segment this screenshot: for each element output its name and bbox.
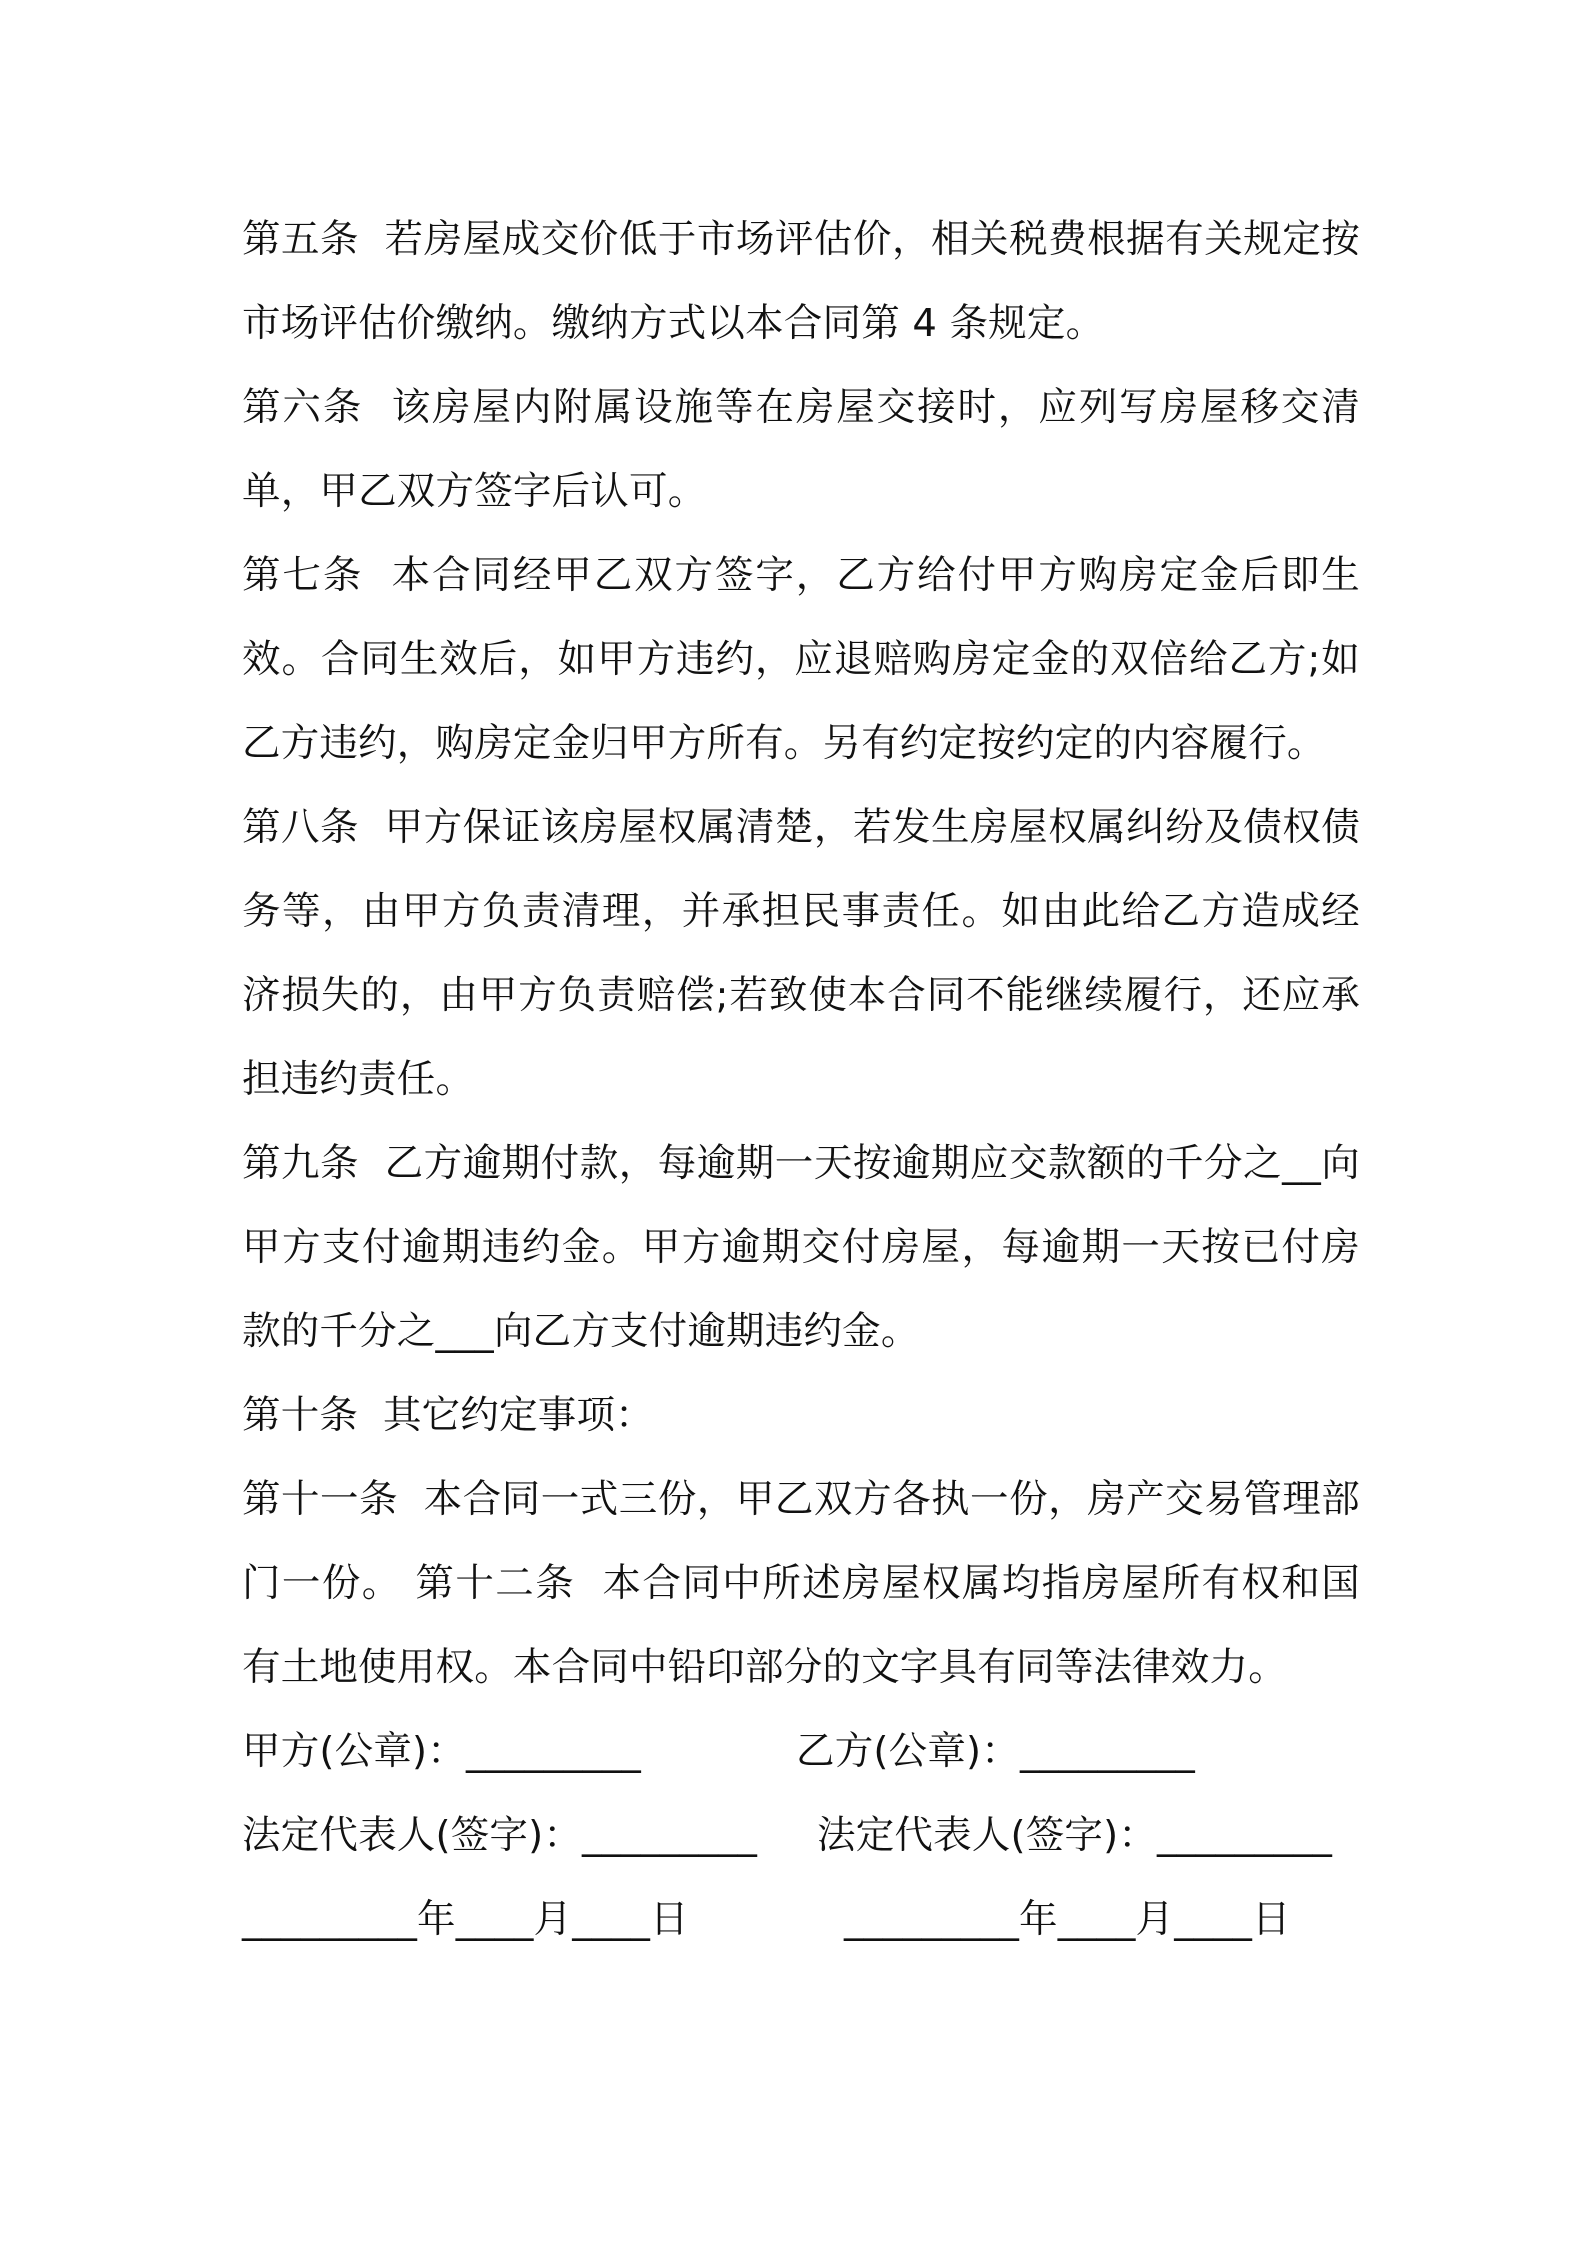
party-b-date: _________年____月____日 xyxy=(844,1897,1291,1942)
party-b-seal: 乙方(公章)：_________ xyxy=(796,1729,1195,1774)
signature-block xyxy=(242,1710,1360,1962)
date-row xyxy=(242,1878,1360,1962)
article-6: 第六条 该房屋内附属设施等在房屋交接时，应列写房屋移交清单，甲乙双方签字后认可。 xyxy=(242,385,1360,514)
article-9: 第九条 乙方逾期付款，每逾期一天按逾期应交款额的千分之__向甲方支付逾期违约金。甲方逾期交付房屋，每逾期一天按已付房款的千分之___向乙方支付逾期违约金。 xyxy=(242,1141,1360,1354)
contract-page xyxy=(242,198,1360,1962)
article-11-12: 第十一条 本合同一式三份，甲乙双方各执一份，房产交易管理部门一份。 第十二条 本合同中所述房屋权属均指房屋所有权和国有土地使用权。本合同中铅印部分的文字具有同等法律效力。 xyxy=(242,1477,1360,1690)
party-a-seal: 甲方(公章)：_________ xyxy=(242,1729,641,1774)
article-10: 第十条 其它约定事项： xyxy=(242,1393,654,1438)
article-8: 第八条 甲方保证该房屋权属清楚，若发生房屋权属纠纷及债权债务等，由甲方负责清理，并承担民事责任。如由此给乙方造成经济损失的，由甲方负责赔偿;若致使本合同不能继续履行，还应承担违约责任。 xyxy=(242,805,1360,1102)
seal-row xyxy=(242,1710,1360,1794)
article-7: 第七条 本合同经甲乙双方签字，乙方给付甲方购房定金后即生效。合同生效后，如甲方违约，应退赔购房定金的双倍给乙方;如乙方违约，购房定金归甲方所有。另有约定按约定的内容履行。 xyxy=(242,553,1360,766)
representative-row xyxy=(242,1794,1360,1878)
article-5: 第五条 若房屋成交价低于市场评估价，相关税费根据有关规定按市场评估价缴纳。缴纳方式以本合同第 4 条规定。 xyxy=(242,217,1360,346)
party-a-representative: 法定代表人(签字)：_________ xyxy=(242,1813,758,1858)
party-a-date: _________年____月____日 xyxy=(242,1897,689,1942)
party-b-representative: 法定代表人(签字)：_________ xyxy=(817,1813,1333,1858)
